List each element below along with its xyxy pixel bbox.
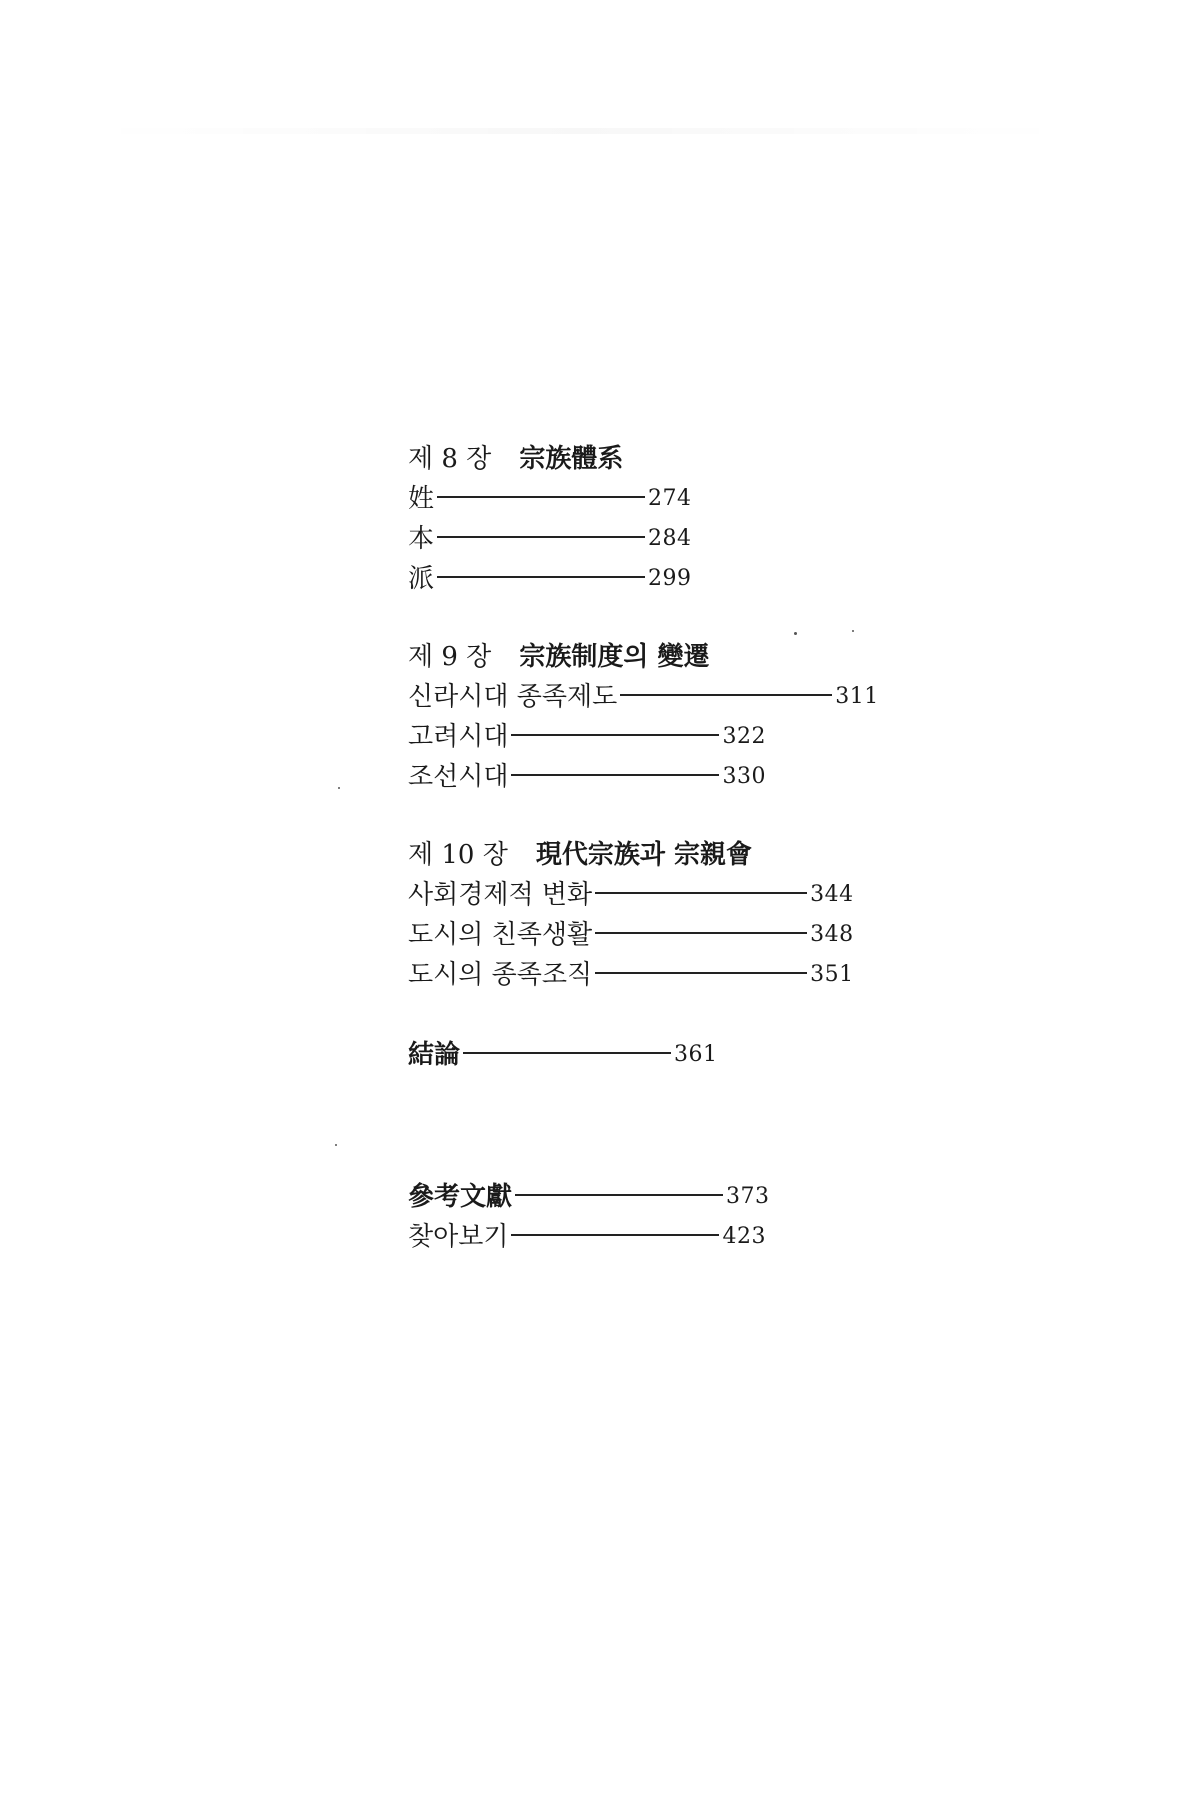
leader-line: [595, 892, 807, 894]
toc-entry[interactable]: [408, 954, 928, 994]
toc-entry[interactable]: [408, 756, 928, 796]
toc-entry-page: 373: [726, 1184, 770, 1209]
toc-entry-conclusion[interactable]: [408, 1034, 928, 1074]
leader-line: [595, 932, 807, 934]
chapter-10-number: 제 10 장: [408, 840, 508, 870]
table-of-contents: [408, 440, 928, 1296]
chapter-8-heading: [408, 440, 928, 478]
toc-entry-label: 도시의 종족조직: [408, 960, 593, 990]
toc-entry-label: 結論: [408, 1040, 461, 1070]
scan-shade: [90, 128, 1070, 134]
leader-line: [437, 576, 645, 578]
conclusion-section: [408, 1034, 928, 1074]
backmatter-section: [408, 1176, 928, 1256]
toc-entry-label: 도시의 친족생활: [408, 920, 593, 950]
toc-entry-label: 本: [408, 524, 435, 554]
toc-entry-page: 348: [810, 922, 854, 947]
chapter-10-title: 現代宗族과 宗親會: [535, 840, 753, 870]
toc-entry-label: 派: [408, 564, 435, 594]
toc-entry-page: 361: [674, 1042, 718, 1067]
chapter-9-heading: [408, 638, 928, 676]
chapter-9-number: 제 9 장: [408, 642, 492, 672]
toc-entry-index[interactable]: [408, 1216, 928, 1256]
toc-entry-references[interactable]: [408, 1176, 928, 1216]
leader-line: [511, 774, 719, 776]
toc-entry-page: 344: [810, 882, 854, 907]
toc-entry-page: 299: [648, 566, 692, 591]
chapter-8-title: 宗族體系: [519, 444, 624, 474]
toc-entry-label: 신라시대 종족제도: [408, 682, 618, 712]
toc-entry[interactable]: [408, 558, 928, 598]
chapter-10-heading: [408, 836, 928, 874]
leader-line: [511, 734, 719, 736]
leader-line: [437, 496, 645, 498]
toc-entry-page: 423: [722, 1224, 766, 1249]
toc-entry-label: 찾아보기: [408, 1222, 509, 1252]
leader-line: [437, 536, 645, 538]
toc-entry-page: 311: [835, 684, 879, 709]
leader-line: [620, 694, 832, 696]
leader-line: [463, 1052, 671, 1054]
toc-entry-label: 조선시대: [408, 762, 509, 792]
toc-entry-page: 330: [722, 764, 766, 789]
toc-entry-label: 姓: [408, 484, 435, 514]
leader-line: [515, 1194, 723, 1196]
toc-entry-label: 사회경제적 변화: [408, 880, 593, 910]
scan-speck: [335, 1144, 337, 1146]
toc-entry[interactable]: [408, 716, 928, 756]
toc-entry-page: 351: [810, 962, 854, 987]
toc-entry-page: 284: [648, 526, 692, 551]
scan-speck: [338, 787, 340, 789]
toc-entry-page: 274: [648, 486, 692, 511]
chapter-9-section: [408, 638, 928, 796]
toc-entry[interactable]: [408, 874, 928, 914]
toc-entry[interactable]: [408, 518, 928, 558]
chapter-9-title: 宗族制度의 變遷: [519, 642, 710, 672]
toc-entry-label: 고려시대: [408, 722, 509, 752]
leader-line: [595, 972, 807, 974]
spacer: [408, 1114, 928, 1176]
chapter-8-section: [408, 440, 928, 598]
chapter-10-section: [408, 836, 928, 994]
toc-entry-label: 參考文獻: [408, 1182, 513, 1212]
toc-entry[interactable]: [408, 914, 928, 954]
toc-entry[interactable]: [408, 676, 928, 716]
chapter-8-number: 제 8 장: [408, 444, 492, 474]
leader-line: [511, 1234, 719, 1236]
toc-entry-page: 322: [722, 724, 766, 749]
toc-entry[interactable]: [408, 478, 928, 518]
